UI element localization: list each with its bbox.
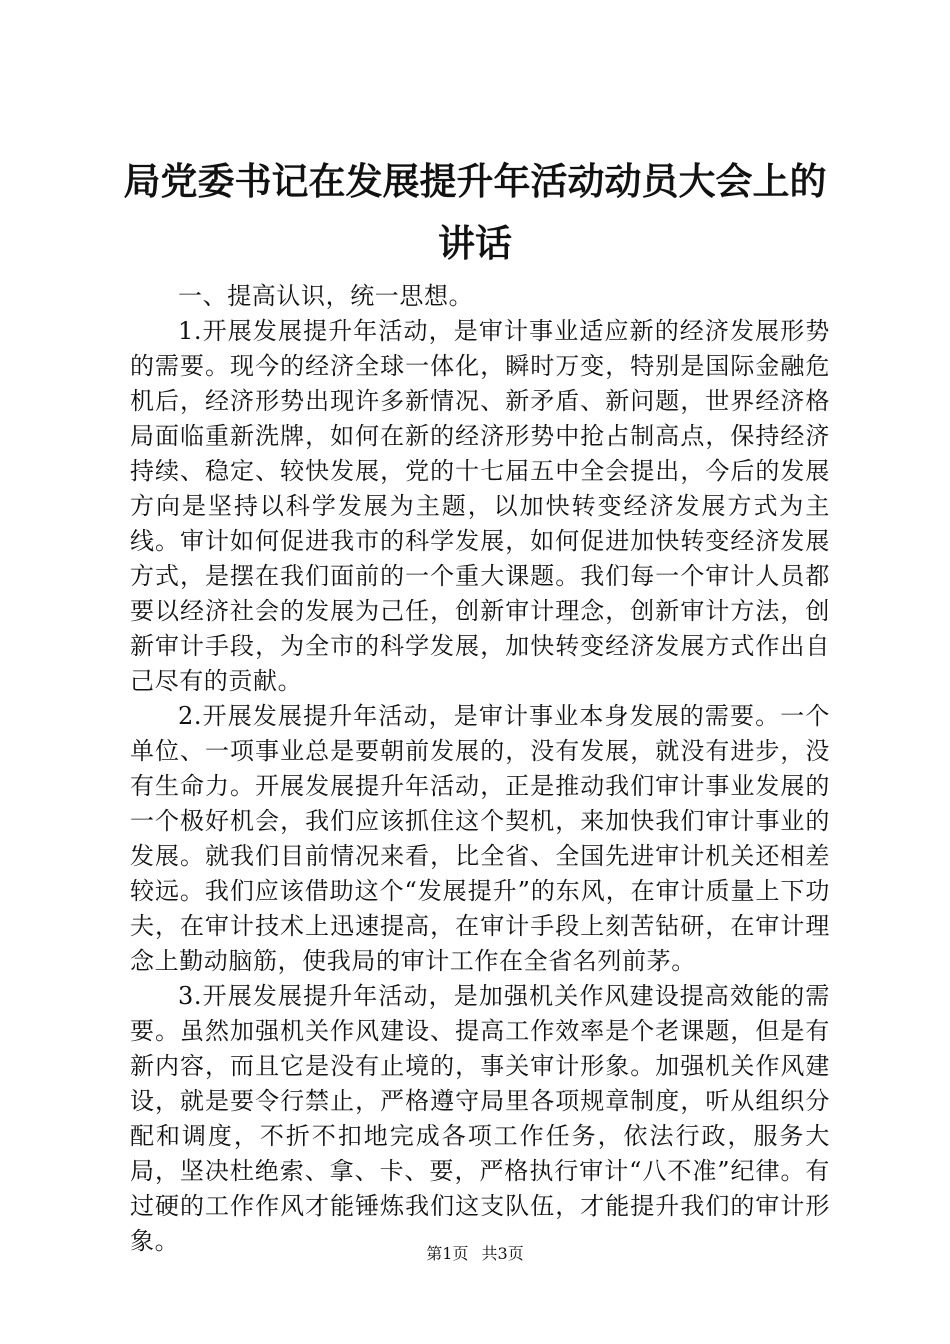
page-total: 共3页	[481, 1244, 524, 1263]
section-heading: 一、提高认识，统一思想。	[178, 282, 474, 310]
page-footer	[0, 1243, 950, 1265]
document-title: 局党委书记在发展提升年活动动员大会上的讲话	[123, 159, 827, 265]
body-paragraph: 1.开展发展提升年活动，是审计事业适应新的经济发展形势的需要。现今的经济全球一体化，瞬时万变，特别是国际金融危机后，经济形势出现许多新情况、新矛盾、新问题，世界经济格局面临重新洗牌，如何在新的经济形势中抢占制高点，保持经济持续、稳定、较快发展，党的十七届五中全会提出，今后的发展方向是坚持以科学发展为主题，以加快转变经济发展方式为主线。审计如何促进我市的科学发展，如何促进加快转变经济发展方式，是摆在我们面前的一个重大课题。我们每一个审计人员都要以经济社会的发展为己任，创新审计理念，创新审计方法，创新审计手段，为全市的科学发展，加快转变经济发展方式作出自己尽有的贡献。	[130, 317, 830, 695]
document-body	[130, 279, 830, 1259]
page-number: 第1页	[426, 1244, 469, 1263]
body-paragraph: 2.开展发展提升年活动，是审计事业本身发展的需要。一个单位、一项事业总是要朝前发展的，没有发展，就没有进步，没有生命力。开展发展提升年活动，正是推动我们审计事业发展的一个极好机会，我们应该抓住这个契机，来加快我们审计事业的发展。就我们目前情况来看，比全省、全国先进审计机关还相差较远。我们应该借助这个“发展提升”的东风，在审计质量上下功夫，在审计技术上迅速提高，在审计手段上刻苦钻研，在审计理念上勤动脑筋，使我局的审计工作在全省名列前茅。	[130, 702, 830, 975]
body-paragraph: 3.开展发展提升年活动，是加强机关作风建设提高效能的需要。虽然加强机关作风建设、提高工作效率是个老课题，但是有新内容，而且它是没有止境的，事关审计形象。加强机关作风建设，就是要令行禁止，严格遵守局里各项规章制度，听从组织分配和调度，不折不扣地完成各项工作任务，依法行政，服务大局，坚决杜绝索、拿、卡、要，严格执行审计“八不准”纪律。有过硬的工作作风才能锤炼我们这支队伍，才能提升我们的审计形象。	[130, 982, 830, 1255]
